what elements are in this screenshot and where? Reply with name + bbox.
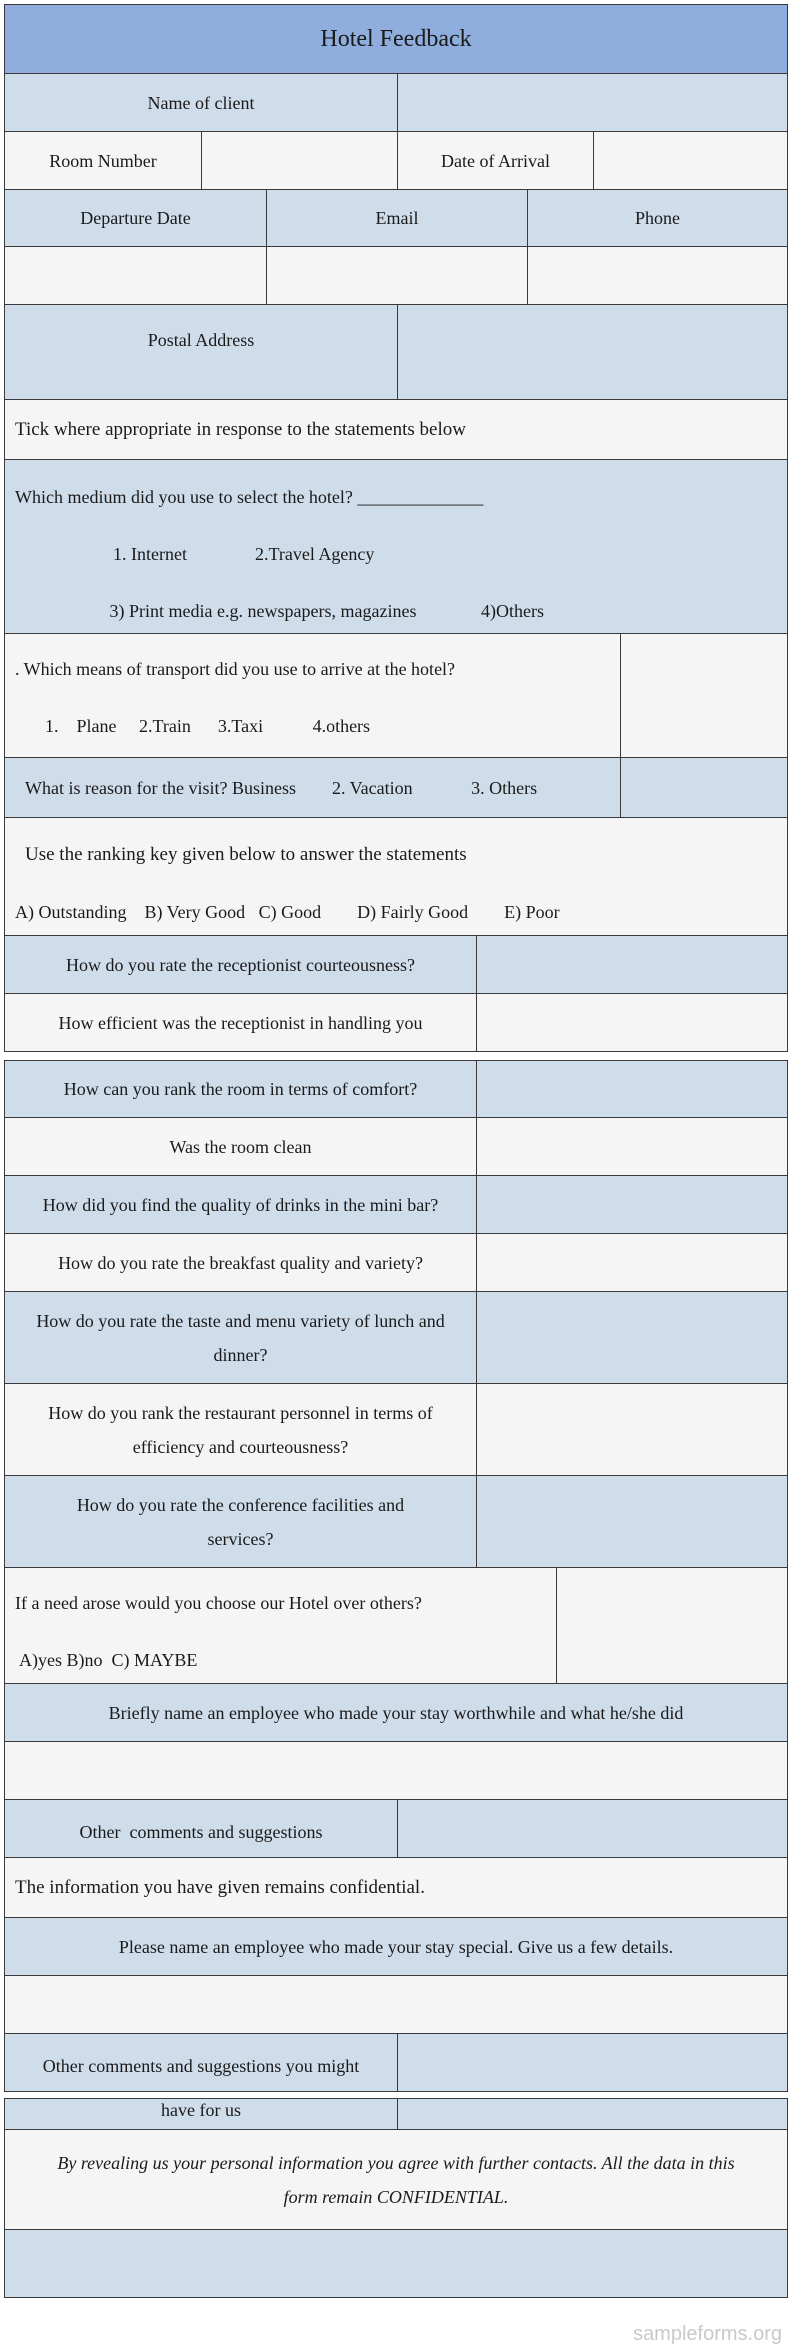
page-break-gap [4,1052,788,1060]
medium-option-travel-agency[interactable]: 2.Travel Agency [255,544,375,564]
postal-address-field[interactable] [397,305,787,399]
medium-question-block [5,460,787,633]
contact-header-row [4,190,788,247]
medium-option-others[interactable]: 4)Others [481,601,544,621]
tick-instruction-row [4,400,788,460]
postal-address-label: Postal Address [5,305,397,399]
rating-row [4,1234,788,1292]
other-comments-might-row [4,2034,788,2092]
ranking-key-row [4,818,788,936]
rating-row [4,936,788,994]
q-choose-again: If a need arose would you choose our Hotel over others? [15,1593,422,1613]
have-for-us-row [4,2098,788,2130]
rating-field[interactable] [476,1384,787,1475]
ranking-key: A) Outstanding B) Very Good C) Good D) Fairly Good E) Poor [15,902,560,922]
room-number-label: Room Number [5,132,201,189]
choose-again-answer-field[interactable] [556,1568,787,1683]
other-comments-row [4,1800,788,1858]
medium-question-row [4,460,788,634]
employee-special-field-row [4,1976,788,2034]
rating-field[interactable] [476,936,787,993]
phone-field[interactable] [527,247,787,304]
transport-options[interactable]: 1. Plane 2.Train 3.Taxi 4.others [45,716,371,736]
other-comments-might-field[interactable] [397,2034,787,2091]
rating-row [4,1176,788,1234]
watermark: sampleforms.org [633,2323,782,2345]
q-restaurant-personnel: How do you rank the restaurant personnel in terms of efficiency and courteousness? [5,1384,476,1475]
disclaimer: By revealing us your personal information you agree with further contacts. All the data in this form remain CONFIDENTIAL. [5,2130,787,2229]
departure-date-field[interactable] [5,247,266,304]
email-field[interactable] [266,247,527,304]
rating-row [4,1060,788,1118]
signature-row [4,2230,788,2298]
q-room-clean: Was the room clean [5,1118,476,1175]
other-comments-might-label: Other comments and suggestions you might [5,2034,397,2091]
title-row [4,4,788,74]
q-lunch-dinner: How do you rate the taste and menu variety of lunch and dinner? [5,1292,476,1383]
tick-instruction: Tick where appropriate in response to the statements below [5,400,787,459]
q-receptionist-efficiency: How efficient was the receptionist in handling you [5,994,476,1051]
transport-answer-field[interactable] [620,634,787,757]
departure-date-label: Departure Date [5,190,266,246]
have-for-us-label: have for us [5,2099,397,2129]
disclaimer-row [4,2130,788,2230]
rating-row [4,1292,788,1384]
ranking-instruction: Use the ranking key given below to answer the statements [25,844,467,865]
rating-field[interactable] [476,1176,787,1233]
rating-field[interactable] [476,994,787,1051]
phone-label: Phone [527,190,787,246]
name-of-client-label: Name of client [5,74,397,131]
transport-question: . Which means of transport did you use to arrive at the hotel? [15,659,456,679]
medium-question: Which medium did you use to select the hotel? ______________ [15,487,484,507]
rating-row [4,1384,788,1476]
date-of-arrival-label: Date of Arrival [397,132,593,189]
employee-worthwhile-label: Briefly name an employee who made your stay worthwhile and what he/she did [5,1684,787,1741]
rating-row [4,994,788,1052]
transport-question-row [4,634,788,758]
other-comments-label: Other comments and suggestions [5,1800,397,1857]
employee-special-label: Please name an employee who made your stay special. Give us a few details. [5,1918,787,1975]
medium-option-print-media[interactable]: 3) Print media e.g. newspapers, magazines [109,601,417,621]
q-room-comfort: How can you rank the room in terms of comfort? [5,1061,476,1117]
q-conference-facilities: How do you rate the conference facilities and services? [5,1476,476,1567]
choose-options[interactable]: A)yes B)no C) MAYBE [19,1650,198,1670]
contact-fields-row [4,247,788,305]
confidential-row [4,1858,788,1918]
postal-address-row [4,305,788,400]
rating-row [4,1476,788,1568]
signature-field[interactable] [5,2230,787,2297]
confidential-note: The information you have given remains confidential. [5,1858,787,1917]
rating-field[interactable] [476,1292,787,1383]
client-name-row [4,74,788,132]
employee-special-row [4,1918,788,1976]
date-of-arrival-field[interactable] [593,132,787,189]
employee-worthwhile-field-row [4,1742,788,1800]
hotel-feedback-form [4,4,788,2298]
ranking-key-block [5,818,787,935]
employee-worthwhile-row [4,1684,788,1742]
other-comments-field[interactable] [397,1800,787,1857]
have-for-us-field[interactable] [397,2099,787,2129]
medium-option-internet[interactable]: 1. Internet [113,544,187,564]
room-number-field[interactable] [201,132,397,189]
q-receptionist-courteousness: How do you rate the receptionist courteousness? [5,936,476,993]
choose-again-row [4,1568,788,1684]
q-breakfast: How do you rate the breakfast quality and variety? [5,1234,476,1291]
choose-again-block [5,1568,556,1683]
employee-special-field[interactable] [5,1976,787,2033]
visit-reason-answer-field[interactable] [620,758,787,817]
employee-worthwhile-field[interactable] [5,1742,787,1799]
visit-reason: What is reason for the visit? Business 2. Vacation 3. Others [5,758,620,817]
rating-field[interactable] [476,1061,787,1117]
form-title: Hotel Feedback [5,5,787,73]
rating-field[interactable] [476,1476,787,1567]
q-mini-bar: How did you find the quality of drinks in the mini bar? [5,1176,476,1233]
rating-field[interactable] [476,1234,787,1291]
email-label: Email [266,190,527,246]
visit-reason-row [4,758,788,818]
room-arrival-row [4,132,788,190]
rating-field[interactable] [476,1118,787,1175]
rating-row [4,1118,788,1176]
name-of-client-field[interactable] [397,74,787,131]
transport-question-block [5,634,620,757]
